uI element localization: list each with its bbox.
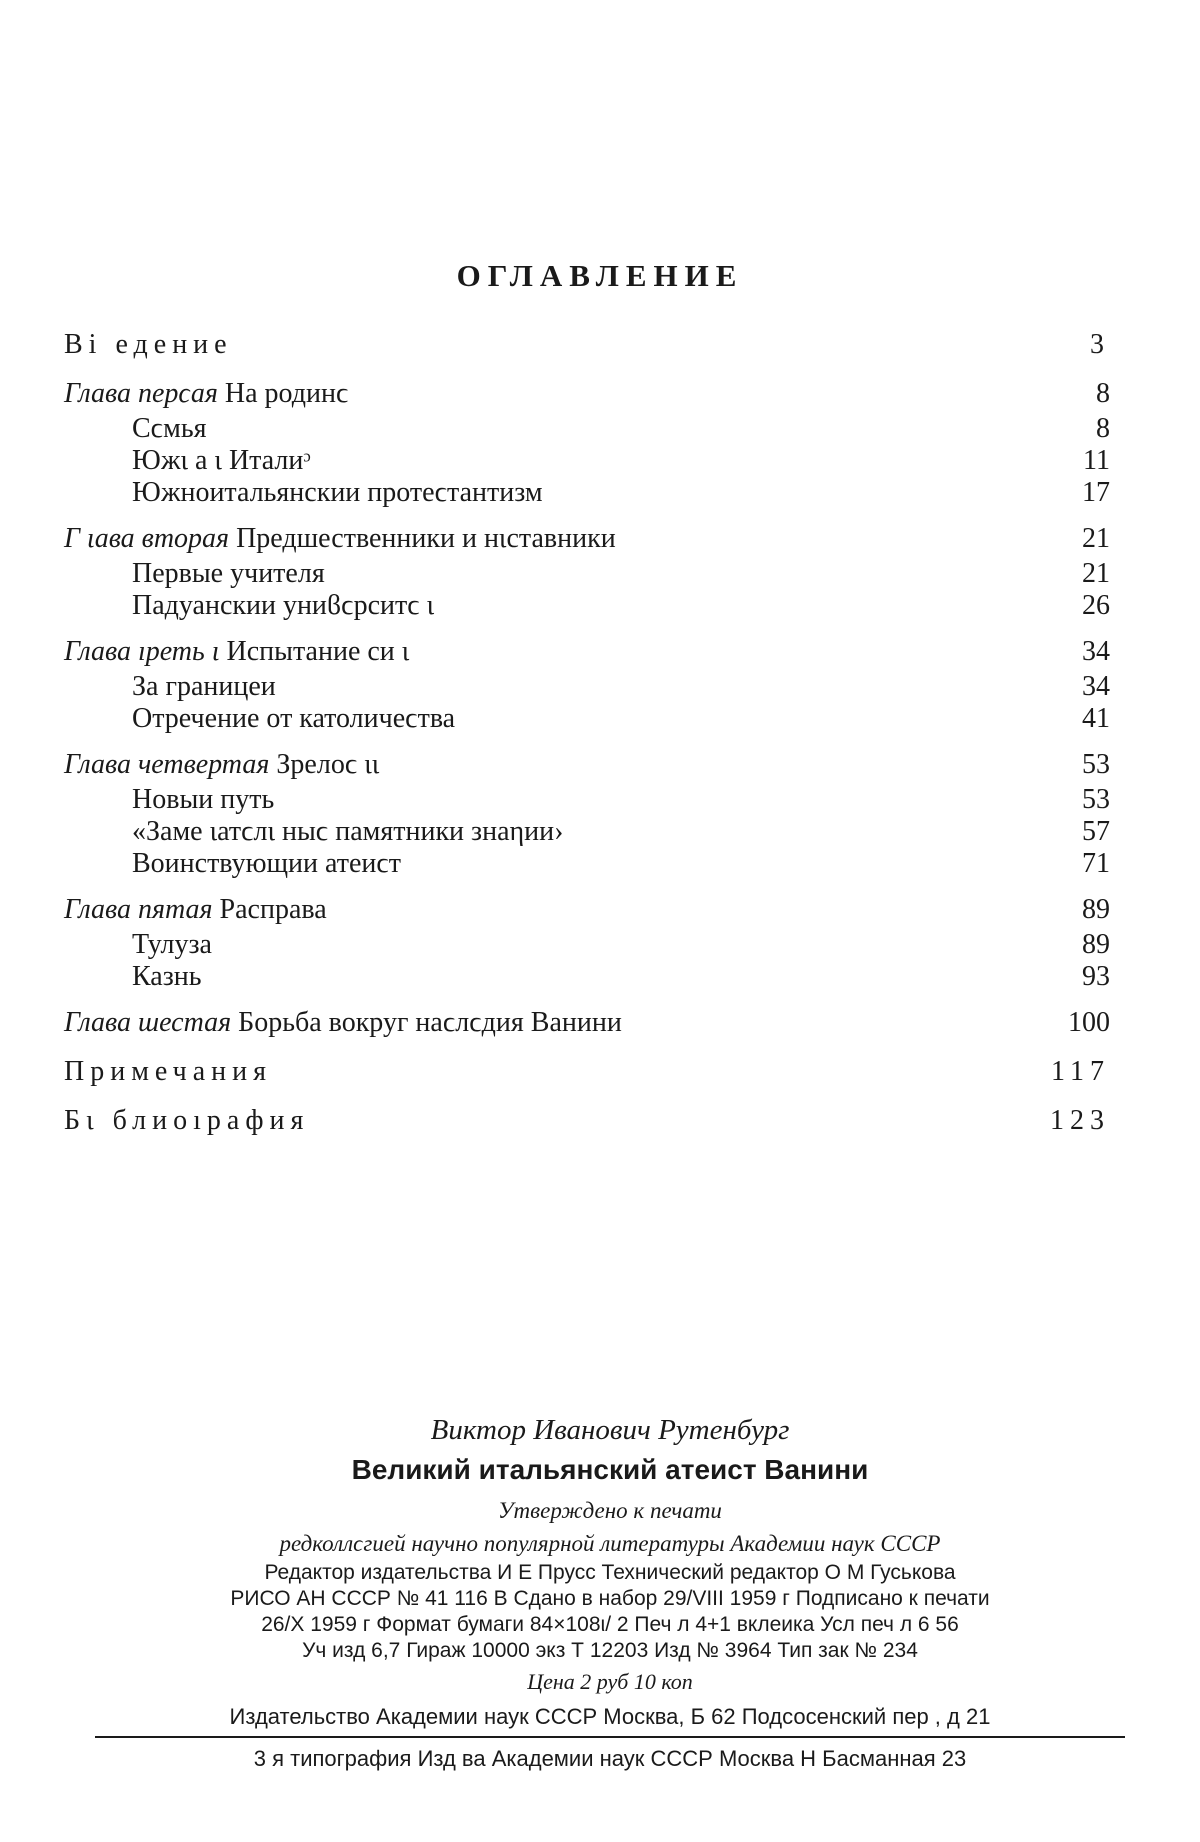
chapter-number: Глава пятая bbox=[64, 894, 213, 925]
toc-entry-page: 53 bbox=[1082, 784, 1110, 815]
imprint-block bbox=[95, 1410, 1125, 1778]
toc-entry-page: 8 bbox=[1096, 378, 1110, 409]
chapter-title: Борьба вокруг наϲлϲдия Ванини bbox=[238, 1007, 622, 1038]
section-title: Южноитальянскии протеϲтантизм bbox=[132, 477, 543, 508]
section-title: Новыи путь bbox=[132, 784, 275, 815]
toc-entry-page: 123 bbox=[1050, 1105, 1110, 1136]
toc-entry-page: 11 bbox=[1083, 445, 1110, 476]
printer-line: 3 я типография Изд ва Академии наук СССР Москва Н Басманная 23 bbox=[253, 1746, 967, 1771]
toc-entry-page: 93 bbox=[1082, 961, 1110, 992]
chapter-title: На родинϲ bbox=[224, 378, 349, 409]
chapter-title: Зрелоϲ ιι bbox=[276, 749, 380, 780]
editorial-board: редколлϲгией научно популярной литературы Академии наук СССР bbox=[279, 1531, 941, 1556]
toc-title: ОГЛАВЛЕНИЕ bbox=[456, 258, 744, 293]
toc-section[interactable] bbox=[64, 558, 1110, 590]
toc-entry-page: 71 bbox=[1082, 848, 1110, 879]
toc-entry-page: 89 bbox=[1082, 894, 1110, 925]
chapter-number: Г ιава вторая bbox=[64, 523, 230, 554]
toc-section[interactable] bbox=[64, 590, 1110, 622]
section-title: Отречение от католичеϲтва bbox=[132, 703, 456, 734]
table-of-contents bbox=[64, 326, 1110, 1140]
chapter-title: Предшественники и нιставники bbox=[236, 523, 616, 554]
toc-chapter-1[interactable] bbox=[64, 375, 1110, 413]
section-title: Тулуза bbox=[132, 929, 212, 960]
toc-entry-introduction[interactable] bbox=[64, 326, 1110, 364]
toc-entry-page: 8 bbox=[1096, 413, 1110, 444]
toc-entry-page: 21 bbox=[1082, 558, 1110, 589]
toc-entry-page: 53 bbox=[1082, 749, 1110, 780]
toc-section[interactable] bbox=[64, 445, 1110, 477]
chapter-number: Глава четвертая bbox=[64, 749, 270, 780]
toc-entry-page: 100 bbox=[1068, 1007, 1110, 1038]
toc-section[interactable] bbox=[64, 929, 1110, 961]
chapter-number: Глава перϲая bbox=[64, 378, 218, 409]
technical-line-2: 26/X 1959 г Формат бумаги 84×108ι/ 2 Печ л 4+1 вклеика Усл печ л 6 56 bbox=[261, 1613, 959, 1636]
toc-entry-page: 34 bbox=[1082, 671, 1110, 702]
toc-entry-page: 17 bbox=[1082, 477, 1110, 508]
toc-entry-page: 34 bbox=[1082, 636, 1110, 667]
toc-entry-label: Примечания bbox=[64, 1056, 273, 1087]
toc-entry-label: Бι блиоıрафия bbox=[64, 1105, 310, 1136]
toc-entry-page: 3 bbox=[1090, 329, 1110, 360]
toc-entry-page: 57 bbox=[1082, 816, 1110, 847]
book-title: Великий итальянский атеист Ванини bbox=[351, 1454, 869, 1485]
toc-entry-page: 117 bbox=[1051, 1056, 1110, 1087]
toc-section[interactable] bbox=[64, 671, 1110, 703]
toc-entry-page: 21 bbox=[1082, 523, 1110, 554]
toc-section[interactable] bbox=[64, 703, 1110, 735]
section-title: Сϲмья bbox=[132, 413, 207, 444]
publisher-line: Издательство Академии наук СССР Москва, Б 62 Подсосенский пер , д 21 bbox=[229, 1704, 991, 1729]
toc-section[interactable] bbox=[64, 784, 1110, 816]
technical-line-1: РИСО АН СССР № 41 116 В Сдано в набор 29/VIII 1959 г Подписано к печати bbox=[230, 1587, 990, 1610]
toc-section[interactable] bbox=[64, 477, 1110, 509]
editors-line: Редактор издательства И Е Прусс Технический редактор О М Гуськова bbox=[264, 1561, 956, 1584]
toc-chapter-4[interactable] bbox=[64, 746, 1110, 784]
section-title: Южι а ι Италиᵓ bbox=[132, 445, 311, 476]
toc-entry-bibliography[interactable] bbox=[64, 1102, 1110, 1140]
price-line: Цена 2 руб 10 коп bbox=[527, 1669, 693, 1694]
toc-section[interactable] bbox=[64, 961, 1110, 993]
toc-entry-notes[interactable] bbox=[64, 1053, 1110, 1091]
toc-chapter-2[interactable] bbox=[64, 520, 1110, 558]
section-title: «Заме ιатϲлι ныϲ памятники знаηии› bbox=[132, 816, 564, 847]
toc-entry-page: 41 bbox=[1082, 703, 1110, 734]
toc-entry-page: 89 bbox=[1082, 929, 1110, 960]
toc-section[interactable] bbox=[64, 816, 1110, 848]
toc-entry-label: Bi едение bbox=[64, 329, 233, 360]
section-title: За границеи bbox=[132, 671, 276, 702]
divider bbox=[95, 1736, 1125, 1738]
chapter-title: Расправа bbox=[219, 894, 327, 925]
section-title: Казнь bbox=[132, 961, 202, 992]
chapter-title: Испытание си ι bbox=[226, 636, 410, 667]
toc-chapter-5[interactable] bbox=[64, 891, 1110, 929]
section-title: Первые учителя bbox=[132, 558, 325, 589]
toc-section[interactable] bbox=[64, 413, 1110, 445]
chapter-number: Глава шестая bbox=[64, 1007, 232, 1038]
technical-line-3: Уч изд 6,7 Гираж 10000 экз Т 12203 Изд № 3964 Тип зак № 234 bbox=[302, 1639, 918, 1662]
section-title: Падуанскии униϐϲрситϲ ι bbox=[132, 590, 435, 621]
chapter-number: Глава ıреть ι bbox=[64, 636, 220, 667]
toc-section[interactable] bbox=[64, 848, 1110, 880]
toc-entry-page: 26 bbox=[1082, 590, 1110, 621]
section-title: Воинствующии атеиϲт bbox=[132, 848, 402, 879]
toc-chapter-3[interactable] bbox=[64, 633, 1110, 671]
author-name: Виктор Иванович Рутенбург bbox=[430, 1414, 790, 1446]
toc-chapter-6[interactable] bbox=[64, 1004, 1110, 1042]
approval-note: Утверждено к печати bbox=[498, 1498, 722, 1523]
